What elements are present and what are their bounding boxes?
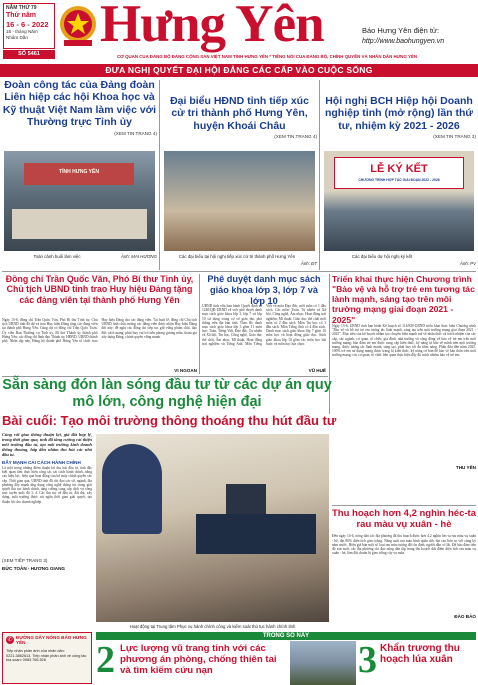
lunar-date: 18 - tháng Năm: [6, 29, 38, 34]
photo-caption: Các đại biểu dự hội nghị ký kết: [351, 254, 413, 259]
sign-board: LỄ KÝ KẾT: [370, 163, 428, 175]
harvest-story: [332, 508, 476, 632]
story-photo: [324, 151, 474, 251]
sign-board-sub: CHƯƠNG TRÌNH HỢP TÁC GIAI ĐOẠN 2022 - 2026: [358, 178, 440, 182]
headline[interactable]: Thu hoạch hơn 4,2 nghìn héc-ta rau màu vụ xuân - hè: [332, 508, 476, 531]
article-credit: ĐÀO BẢO: [454, 614, 476, 620]
headline[interactable]: Đồng chí Trần Quốc Văn, Phó Bí thư Tỉnh ủy, Chủ tịch UBND tỉnh trao Huy hiệu Đảng tặng các đảng viên tại thành phố Hưng Yên: [5, 274, 194, 305]
hotline-body: Tiếp nhận phản ánh của nhân dân: 0221.3862613. Tiếp nhận phản ánh về công tác tòa soạn: 0983.766.526: [6, 649, 87, 663]
see-more-ref[interactable]: (XEM TIN TRANG 4): [274, 134, 317, 140]
issue-year: NĂM THỨ 79: [6, 5, 37, 11]
article-credit: VŨ HUẾ: [308, 368, 326, 373]
site-label: Báo Hưng Yên điện tử:: [362, 26, 440, 35]
headline[interactable]: Triển khai thực hiện Chương trình "Bảo vệ và hỗ trợ trẻ em tương tác lành mạnh, sáng tạo trên môi trường mạng giai đoạn 2021 - 2025": [332, 274, 475, 325]
banner-text: ĐƯA NGHỊ QUYẾT ĐẠI HỘI ĐẢNG CÁC CẤP VÀO CUỘC SỐNG: [105, 65, 373, 75]
inside-photo: [290, 641, 356, 685]
top-story-1: [2, 79, 157, 269]
inside-item-text: Lực lượng vũ trang tỉnh với các phương án phòng, chống thiên tai và tìm kiếm cứu nạn: [120, 643, 277, 676]
feature-lead: Cùng với giao thông thuận lợi, giá đất hợp lý, trong thời gian qua, tỉnh đã tăng cường cải thiện môi trường đầu tư, tạo môi trường kinh doanh thông thoáng, hấp dẫn nhằm thu hút các nhà đầu tư.: [2, 432, 92, 457]
article-body: UBND tỉnh vừa ban hành Quyết định số 1240/QĐ-UBND về việc phê duyệt danh mục sách giáo khoa lớp 3, lớp 7 và lớp 10 sử dụng trong cơ sở giáo dục phổ thông trên địa bàn tỉnh. Theo đó, danh mục sách giáo khoa lớp 3 gồm 11 môn học: Toán, Tiếng Việt, Đạo đức, Tự nhiên và Xã hội, Tin học, Công nghệ, Giáo dục thể chất, Âm nhạc, Mĩ thuật, Hoạt động trải nghiệm và Tiếng Anh. Môn Tiếng Việt và môn Đạo đức, mỗi môn có 1 đầu sách. Các môn: Toán, Tự nhiên và Xã hội, Công nghệ, Âm nhạc, Hoạt động trải nghiệm, Mĩ thuật, Giáo dục thể chất mỗi môn có 2 đầu sách. Môn Tin học có 3 đầu sách. Môn Tiếng Anh có 4 đầu sách. Danh mục sách giáo khoa lớp 7 gồm 10 môn học và hoạt động giáo dục. Sách giáo khoa lớp 10 gồm các môn học bắt buộc và môn học lựa chọn.: [202, 304, 326, 346]
feature-body: Là một trong những điểm thuận lợi thu hút đầu tư, tỉnh đặc biệt quan tâm thực hiện công tác cải cách hành chính, nâng cao hiệu lực, hiệu quả hoạt động của bộ máy chính quyền các cấp. Thời gian qua, UBND tỉnh đã chỉ đạo các sở, ngành, địa phương đẩy mạnh ứng dụng công nghệ thông tin trong giải quyết thủ tục hành chính, tăng cường cung cấp dịch vụ công trực tuyến mức độ 3, 4. Các thủ tục về đầu tư, đất đai, xây dựng, môi trường được rút ngắn thời gian giải quyết, tạo thuận lợi cho doanh nghiệp.: [2, 466, 92, 504]
article-credit: VI NGOAN: [174, 368, 197, 373]
story-photo: [4, 151, 155, 251]
photo-credit: Ảnh: MAI HƯƠNG: [120, 254, 157, 259]
date-box: [3, 3, 55, 49]
feature-subhead[interactable]: Bài cuối: Tạo môi trường thông thoáng thu hút đầu tư: [2, 413, 337, 428]
hotline-title: ĐƯỜNG DÂY NÓNG BÁO HƯNG YÊN: [16, 635, 87, 645]
feature-headline[interactable]: Sẵn sàng đón làn sóng đầu tư từ các dự án quy mô lớn, công nghệ hiện đại: [2, 377, 332, 410]
photo-caption: Toàn cảnh buổi làm việc: [33, 254, 81, 259]
site-url[interactable]: http://www.baohungyen.vn: [362, 38, 445, 45]
inside-item-text: Khẩn trương thu hoạch lúa xuân: [380, 643, 460, 665]
inside-item-3[interactable]: [358, 641, 476, 685]
photo-credit: Ảnh: ĐT: [300, 261, 317, 266]
see-more-ref[interactable]: (XEM TIN TRANG 4): [114, 130, 157, 136]
phone-icon: ✆: [7, 637, 13, 643]
inside-banner: [96, 632, 476, 640]
feature-article: [2, 432, 92, 626]
page-number: 3: [358, 639, 377, 681]
story-photo: [164, 151, 315, 251]
article-credit: THU YẾN: [455, 465, 476, 470]
article-body: Ngày 15-6, đồng chí Trần Quốc Văn, Phó Bí thư Tỉnh ủy, Chủ tịch UBND tỉnh đã dự và trao Huy hiệu Đảng tặng các đảng viên tại thành phố Hưng Yên. Cùng dự có đồng chí Trần Quốc Toản, Ủy viên Ban Thường vụ Tỉnh ủy, Bí thư Thành ủy thành phố Hưng Yên; các đồng chí lãnh đạo Thành ủy, HĐND, UBND thành phố. Nhân dịp này, Đảng bộ thành phố Hưng Yên tổ chức trao Huy hiệu Đảng cho các đảng viên. Tại buổi lễ, đồng chí Chủ tịch UBND tỉnh chúc mừng các đảng viên được nhận Huy hiệu Đảng đợt này; đề nghị các đồng chí tiếp tục giữ vững phẩm chất, đạo đức cách mạng, phát huy vai trò tiên phong gương mẫu, tham gia xây dựng Đảng, chính quyền vững mạnh.: [2, 318, 197, 344]
feature-caption: Hoạt động tại Trung tâm Phục vụ hành chính công và kiểm soát thủ tục hành chính tỉnh: [129, 624, 296, 629]
middle-story-1: [2, 274, 197, 374]
issue-number: SỐ 5461: [3, 50, 55, 59]
article-body: Ngày 13-6, UBND tỉnh ban hành Kế hoạch số 114/KH-UBND triển khai thực hiện Chương trình "Bảo vệ và hỗ trợ trẻ em tương tác lành mạnh, sáng tạo trên môi trường mạng giai đoạn 2021 - 2025". Mục tiêu của kế hoạch nhằm tạo chuyển biến mạnh mẽ về nhận thức và trách nhiệm của các cấp, các ngành, cơ quan, tổ chức, gia đình, nhà trường và cộng đồng về bảo vệ trẻ em trên môi trường mạng; bảo đảm trẻ em được cung cấp kiến thức, kỹ năng tự bảo vệ mình trên môi trường mạng, được tương tác lành mạnh, sáng tạo, phát huy tối đa tiềm năng. Phấn đấu đến năm 2025, 100% trẻ em sử dụng mạng được trang bị kiến thức, kỹ năng cơ bản để bảo vệ bản thân trên môi trường mạng; các cơ quan, tổ chức liên quan thực hiện đầy đủ trách nhiệm bảo vệ trẻ em.: [332, 324, 476, 358]
top-story-2: [162, 79, 317, 269]
headline[interactable]: Hội nghị BCH Hiệp hội Doanh nghiệp tỉnh (mở rộng) lần thứ tư, nhiệm kỳ 2021 - 2026: [324, 95, 474, 132]
middle-story-2: [202, 274, 326, 374]
top-story-3: [322, 79, 476, 269]
article-body: Đến ngày 14-6, nông dân các địa phương đã thu hoạch được hơn 4,2 nghìn héc-ta rau màu vụ xuân - hè, đạt 80% diện tích gieo trồng. Năng suất rau màu bình quân ước đạt cao hơn so với cùng kỳ năm trước. Hiện giá bán một số loại rau màu tương đối ổn định, người dân có lãi. Để bảo đảm tiến độ sản xuất, các địa phương chỉ đạo nông dân tập trung thu hoạch dứt điểm diện tích rau màu vụ xuân - hè, làm đất chuẩn bị gieo trồng cây vụ mùa.: [332, 534, 476, 556]
see-more-ref[interactable]: (XEM TIN TRANG 3): [433, 134, 476, 140]
weekday: Thứ năm: [6, 12, 36, 19]
photo-caption: Các đại biểu tại hội nghị tiếp xúc cử tri thành phố Hưng Yên: [178, 254, 296, 259]
issue-date: 16 - 6 - 2022: [6, 20, 49, 29]
party-emblem-icon: [58, 4, 98, 48]
photo-badge: TỈNH HƯNG YÊN: [59, 169, 99, 175]
middle-story-3: [332, 274, 476, 470]
headline[interactable]: Đại biểu HĐND tỉnh tiếp xúc cử tri thành phố Hưng Yên, huyện Khoái Châu: [170, 95, 309, 132]
hotline-box: [2, 632, 92, 684]
masthead: [0, 0, 478, 64]
feature-credit: ĐỨC TOÀN - HƯƠNG GIANG: [2, 566, 66, 571]
tagline: CƠ QUAN CỦA ĐẢNG BỘ ĐẢNG CỘNG SẢN VIỆT NAM TỈNH HƯNG YÊN * TIẾNG NÓI CỦA ĐẢNG BỘ, CHÍNH QUYỀN VÀ NHÂN DÂN HƯNG YÊN: [116, 54, 418, 59]
section-banner: [0, 64, 478, 77]
feature-see-more[interactable]: (XEM TIẾP TRANG 3): [2, 558, 48, 563]
headline[interactable]: Phê duyệt danh mục sách giáo khoa lớp 3, lớp 7 và lớp 10: [207, 274, 321, 306]
inside-item-2[interactable]: [96, 641, 286, 685]
feature-photo: [96, 434, 329, 622]
feature-section-title: ĐẨY MẠNH CẢI CÁCH HÀNH CHÍNH: [2, 460, 81, 465]
year-name: Nhâm Dần: [6, 34, 28, 40]
inside-label: TRONG SỐ NÀY: [262, 633, 310, 639]
headline[interactable]: Đoàn công tác của Đảng đoàn Liên hiệp các hội Khoa học và Kỹ thuật Việt Nam làm việc với Thường trực Tỉnh ủy: [2, 79, 157, 129]
photo-credit: Ảnh: PV: [459, 261, 476, 266]
page-number: 2: [96, 639, 115, 681]
masthead-title: Hưng Yên: [100, 0, 324, 53]
